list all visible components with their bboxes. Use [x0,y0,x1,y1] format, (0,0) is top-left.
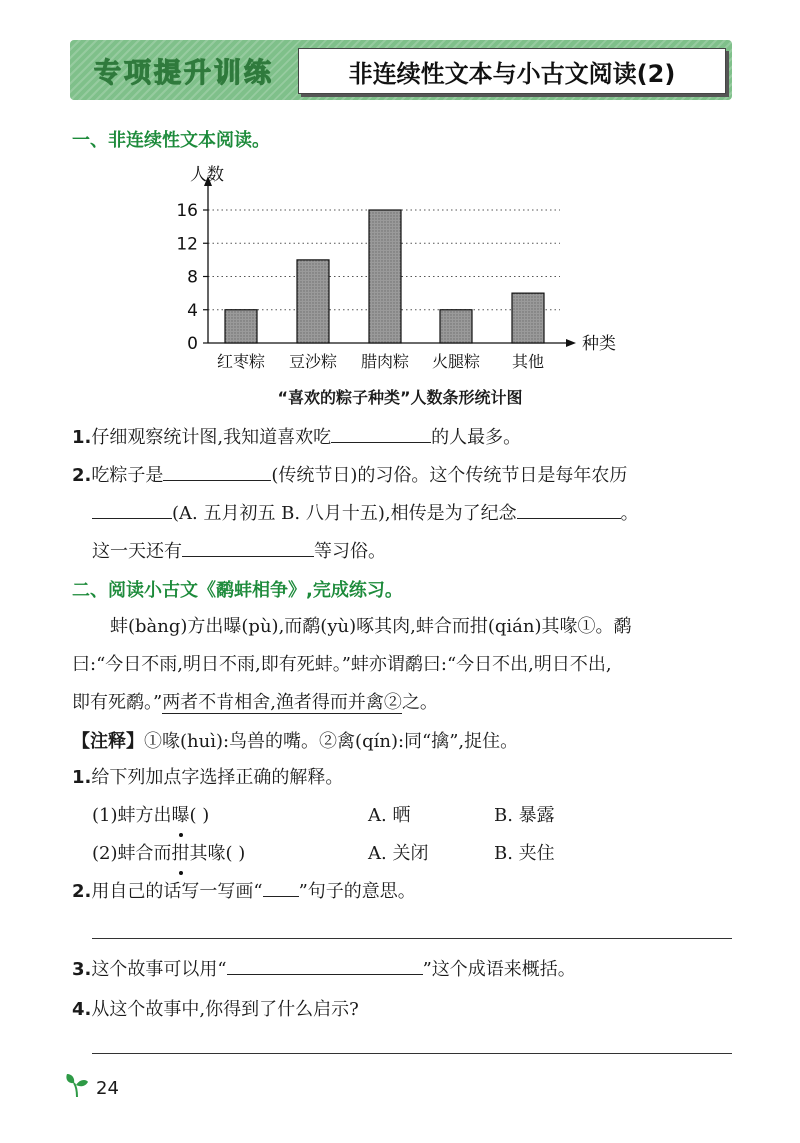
question-number: 2. [72,465,92,486]
bar [440,310,472,343]
question-text: 这一天还有 [92,541,182,562]
bar [369,210,401,343]
y-axis-label: 人数 [190,165,224,185]
question-number: 4. [72,999,92,1020]
category-label: 其他 [511,352,545,371]
question-number: 3. [72,959,92,980]
answer-bracket[interactable]: ( ) [189,805,210,826]
section2-title: 二、阅读小古文《鹬蚌相争》,完成练习。 [72,580,403,601]
section1-title: 一、非连续性文本阅读。 [72,130,270,151]
underline-mark [263,878,299,897]
question-text: ”句子的意思。 [298,881,416,902]
category-label: 火腿粽 [431,352,481,371]
s2-q1-item-1 [92,802,209,830]
story-line-3 [72,684,438,722]
page-number: 24 [96,1078,119,1099]
dotted-character: 拑 [172,840,190,868]
s2-question-4 [72,996,359,1024]
s2-question-3 [72,956,576,984]
question-text: 。 [620,503,639,524]
story-line-2: 曰:“今日不雨,明日不雨,即有死蚌。”蚌亦谓鹬曰:“今日不出,明日不出, [72,654,612,675]
question-text: (A. 五月初五 B. 八月十五),相传是为了纪念 [172,503,517,524]
answer-line[interactable] [92,938,732,939]
y-tick-label: 8 [187,267,198,288]
question-text: 给下列加点字选择正确的解释。 [91,767,344,788]
question-text: 从这个故事中,你得到了什么启示? [91,999,359,1020]
underlined-sentence: 两者不肯相舍,渔者得而并禽② [162,692,402,713]
story-text: 之。 [401,692,438,713]
section-type-title: 专项提升训练 [94,57,274,89]
option-a[interactable]: A. 晒 [368,805,411,826]
note-label: 【注释】 [72,731,144,752]
note [72,728,518,756]
question-text: 用自己的话写一写画“ [91,881,263,902]
answer-blank[interactable] [182,538,314,557]
answer-blank[interactable] [92,500,172,519]
bar [512,293,544,343]
s2-question-2 [72,878,416,906]
answer-blank[interactable] [163,462,271,481]
bar-chart [150,155,650,385]
bar [297,260,329,343]
story-text: 即有死鹬。” [72,692,163,713]
question-2-line-1 [72,462,627,490]
category-label: 红枣粽 [216,352,266,371]
category-label: 腊肉粽 [360,352,410,371]
page-title: 非连续性文本与小古文阅读(2) [298,48,726,94]
s2-question-1 [72,764,343,792]
chart-title: “喜欢的粽子种类”人数条形统计图 [277,388,523,407]
question-1 [72,424,521,452]
sprout-icon [64,1072,90,1098]
answer-line[interactable] [92,1053,732,1054]
story-line-1: 蚌(bàng)方出曝(pù),而鹬(yù)啄其肉,蚌合而拑(qián)其喙①。鹬 [110,616,632,637]
item-text: (2)蚌合而 [92,843,172,864]
s2-q1-item-2 [92,840,245,868]
option-b[interactable]: B. 夹住 [494,843,555,864]
question-text: 吃粽子是 [91,465,164,486]
y-tick-label: 4 [187,300,198,321]
question-text: 的人最多。 [431,427,522,448]
note-text: ①喙(huì):鸟兽的嘴。②禽(qín):同“擒”,捉住。 [144,731,519,752]
question-text: (传统节日)的习俗。这个传统节日是每年农历 [271,465,628,486]
option-b[interactable]: B. 暴露 [494,805,555,826]
question-text: 这个故事可以用“ [91,959,227,980]
x-axis-arrow [566,339,576,347]
bar [225,310,257,343]
question-number: 1. [72,767,92,788]
question-2-line-2 [92,500,639,528]
item-text: (1)蚌方出 [92,805,172,826]
question-text: 等习俗。 [314,541,386,562]
answer-blank[interactable] [227,956,423,975]
question-number: 2. [72,881,92,902]
question-text: ”这个成语来概括。 [422,959,576,980]
answer-blank[interactable] [517,500,621,519]
x-axis-label: 种类 [582,334,616,354]
category-label: 豆沙粽 [288,352,338,371]
question-2-line-3 [92,538,386,566]
dotted-character: 曝 [172,802,190,830]
y-tick-label: 0 [187,334,198,354]
y-tick-label: 12 [176,234,198,255]
answer-blank[interactable] [331,424,431,443]
answer-bracket[interactable]: 其喙( ) [189,843,246,864]
y-tick-label: 16 [176,201,198,221]
question-number: 1. [72,427,92,448]
option-a[interactable]: A. 关闭 [368,843,429,864]
question-text: 仔细观察统计图,我知道喜欢吃 [91,427,332,448]
